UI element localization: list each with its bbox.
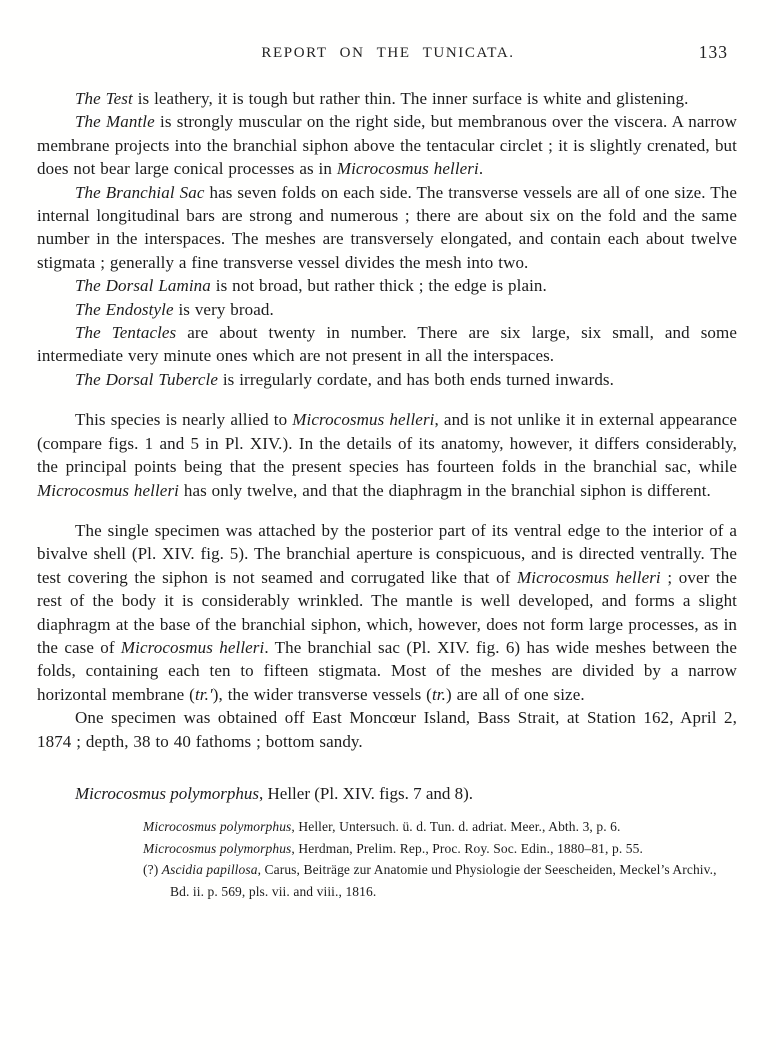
text-run: is very broad. xyxy=(173,299,274,319)
text-run: , Herdman, Prelim. Rep., Proc. Roy. Soc. Edin., 1880–81, p. 55. xyxy=(291,840,643,856)
paragraph xyxy=(37,408,737,502)
italic-text: Microcosmus helleri xyxy=(336,159,479,179)
paragraph xyxy=(37,110,737,180)
text-run: ; over the rest of the body it is considerably wrinkled. The mantle is well developed, and forms a slight diaphragm at the base of the branchial siphon, which, however, does not form large processes, as in the case of xyxy=(37,567,737,657)
italic-text: The Test xyxy=(75,89,133,108)
text-run: ) are all of one size. xyxy=(445,684,585,704)
italic-text: The Dorsal Lamina xyxy=(75,276,211,296)
text-run: is irregularly cordate, and has both ends turned inwards. xyxy=(218,369,614,389)
paragraph xyxy=(37,519,737,706)
text-run: , Heller (Pl. XIV. figs. 7 and 8). xyxy=(259,783,474,803)
page-number: 133 xyxy=(698,42,728,62)
synonymy-entry xyxy=(143,816,737,838)
text-run: The single specimen was attached by the posterior part of its ventral edge to the interior of a bivalve shell (Pl. XIV. fig. 5). The branchial aperture is conspicuous, and is directed ventrally. The test covering the siphon is not seamed and corrugated like that of xyxy=(37,520,737,587)
text-run: is not broad, but rather thick ; the edge is plain. xyxy=(210,276,547,296)
text-run: One specimen was obtained off East Moncœur Island, Bass Strait, at Station 162, April 2, 1874 ; depth, 38 to 40 fathoms ; bottom sandy. xyxy=(37,708,737,751)
text-run: are about twenty in number. There are six large, six small, and some intermediate very minute ones which are not present in all the interspaces. xyxy=(37,323,737,366)
italic-text: The Dorsal Tubercle xyxy=(75,369,218,389)
running-head: REPORT ON THE TUNICATA. xyxy=(261,45,515,61)
synonymy-entry xyxy=(143,859,737,902)
body-paragraphs xyxy=(37,87,737,753)
text-run: , Carus, Beiträge zur Anatomie und Physiologie der Seescheiden, Meckel’s Archiv., Bd. ii. p. 569, pls. vii. and viii., 1816. xyxy=(170,862,717,899)
text-run: has seven folds on each side. The transverse vessels are all of one size. The internal longitudinal bars are strong and numerous ; there are about six on the fold and the same number in the interspaces. The meshes are transversely elongated, and contain each about twelve stigmata ; generally a fine transverse vessel divides the mesh into two. xyxy=(37,182,737,272)
text-run: This species is nearly allied to xyxy=(75,410,293,430)
text-run: is leathery, it is tough but rather thin. The inner surface is white and glistening. xyxy=(132,89,689,108)
italic-text: tr. xyxy=(431,684,446,704)
paragraph xyxy=(37,274,737,297)
text-run: ), the wider transverse vessels ( xyxy=(212,684,432,704)
species-heading xyxy=(37,782,737,805)
paragraph xyxy=(37,706,737,753)
italic-text: Microcosmus polymorphus xyxy=(143,840,292,856)
italic-text: The Tentacles xyxy=(75,323,177,343)
text-run: , and is not unlike it in external appearance (compare figs. 1 and 5 in Pl. XIV.). In the details of its anatomy, however, it differs considerably, the principal points being that the present species has fourteen folds in the branchial sac, while xyxy=(37,410,737,477)
text-run: , Heller, Untersuch. ü. d. Tun. d. adriat. Meer., Abth. 3, p. 6. xyxy=(291,818,621,834)
paragraph xyxy=(37,87,737,110)
italic-text: Microcosmus polymorphus xyxy=(143,818,292,834)
italic-text: The Endostyle xyxy=(75,299,174,319)
italic-text: Microcosmus helleri xyxy=(120,637,265,657)
italic-text: The Branchial Sac xyxy=(75,182,205,202)
italic-text: The Mantle xyxy=(75,112,155,132)
text-run: . xyxy=(478,159,484,179)
text-run: has only twelve, and that the diaphragm in the branchial siphon is different. xyxy=(179,480,711,500)
italic-text: Microcosmus helleri xyxy=(517,567,661,587)
paragraph xyxy=(37,181,737,275)
italic-text: Ascidia papillosa xyxy=(161,862,258,878)
paragraph xyxy=(37,368,737,391)
italic-text: Microcosmus polymorphus xyxy=(75,783,259,803)
italic-text: Microcosmus helleri xyxy=(292,410,435,430)
text-run: . The branchial sac (Pl. XIV. fig. 6) has wide meshes between the folds, containing each ten to fifteen stigmata. Most of the meshes are divided by a narrow horizontal membrane ( xyxy=(37,637,738,704)
italic-text: Microcosmus helleri xyxy=(37,480,179,500)
text-run: (?) xyxy=(143,862,162,878)
italic-text: tr.′ xyxy=(194,684,213,704)
paragraph xyxy=(37,298,737,321)
paragraph xyxy=(37,321,737,368)
text-run: is strongly muscular on the right side, but membranous over the viscera. A narrow membrane projects into the branchial siphon above the tentacular circlet ; it is slightly crenated, but does not bear large conical processes as in xyxy=(37,112,738,179)
synonymy-list xyxy=(143,816,737,902)
synonymy-entry xyxy=(143,838,737,860)
page-header xyxy=(0,0,776,62)
